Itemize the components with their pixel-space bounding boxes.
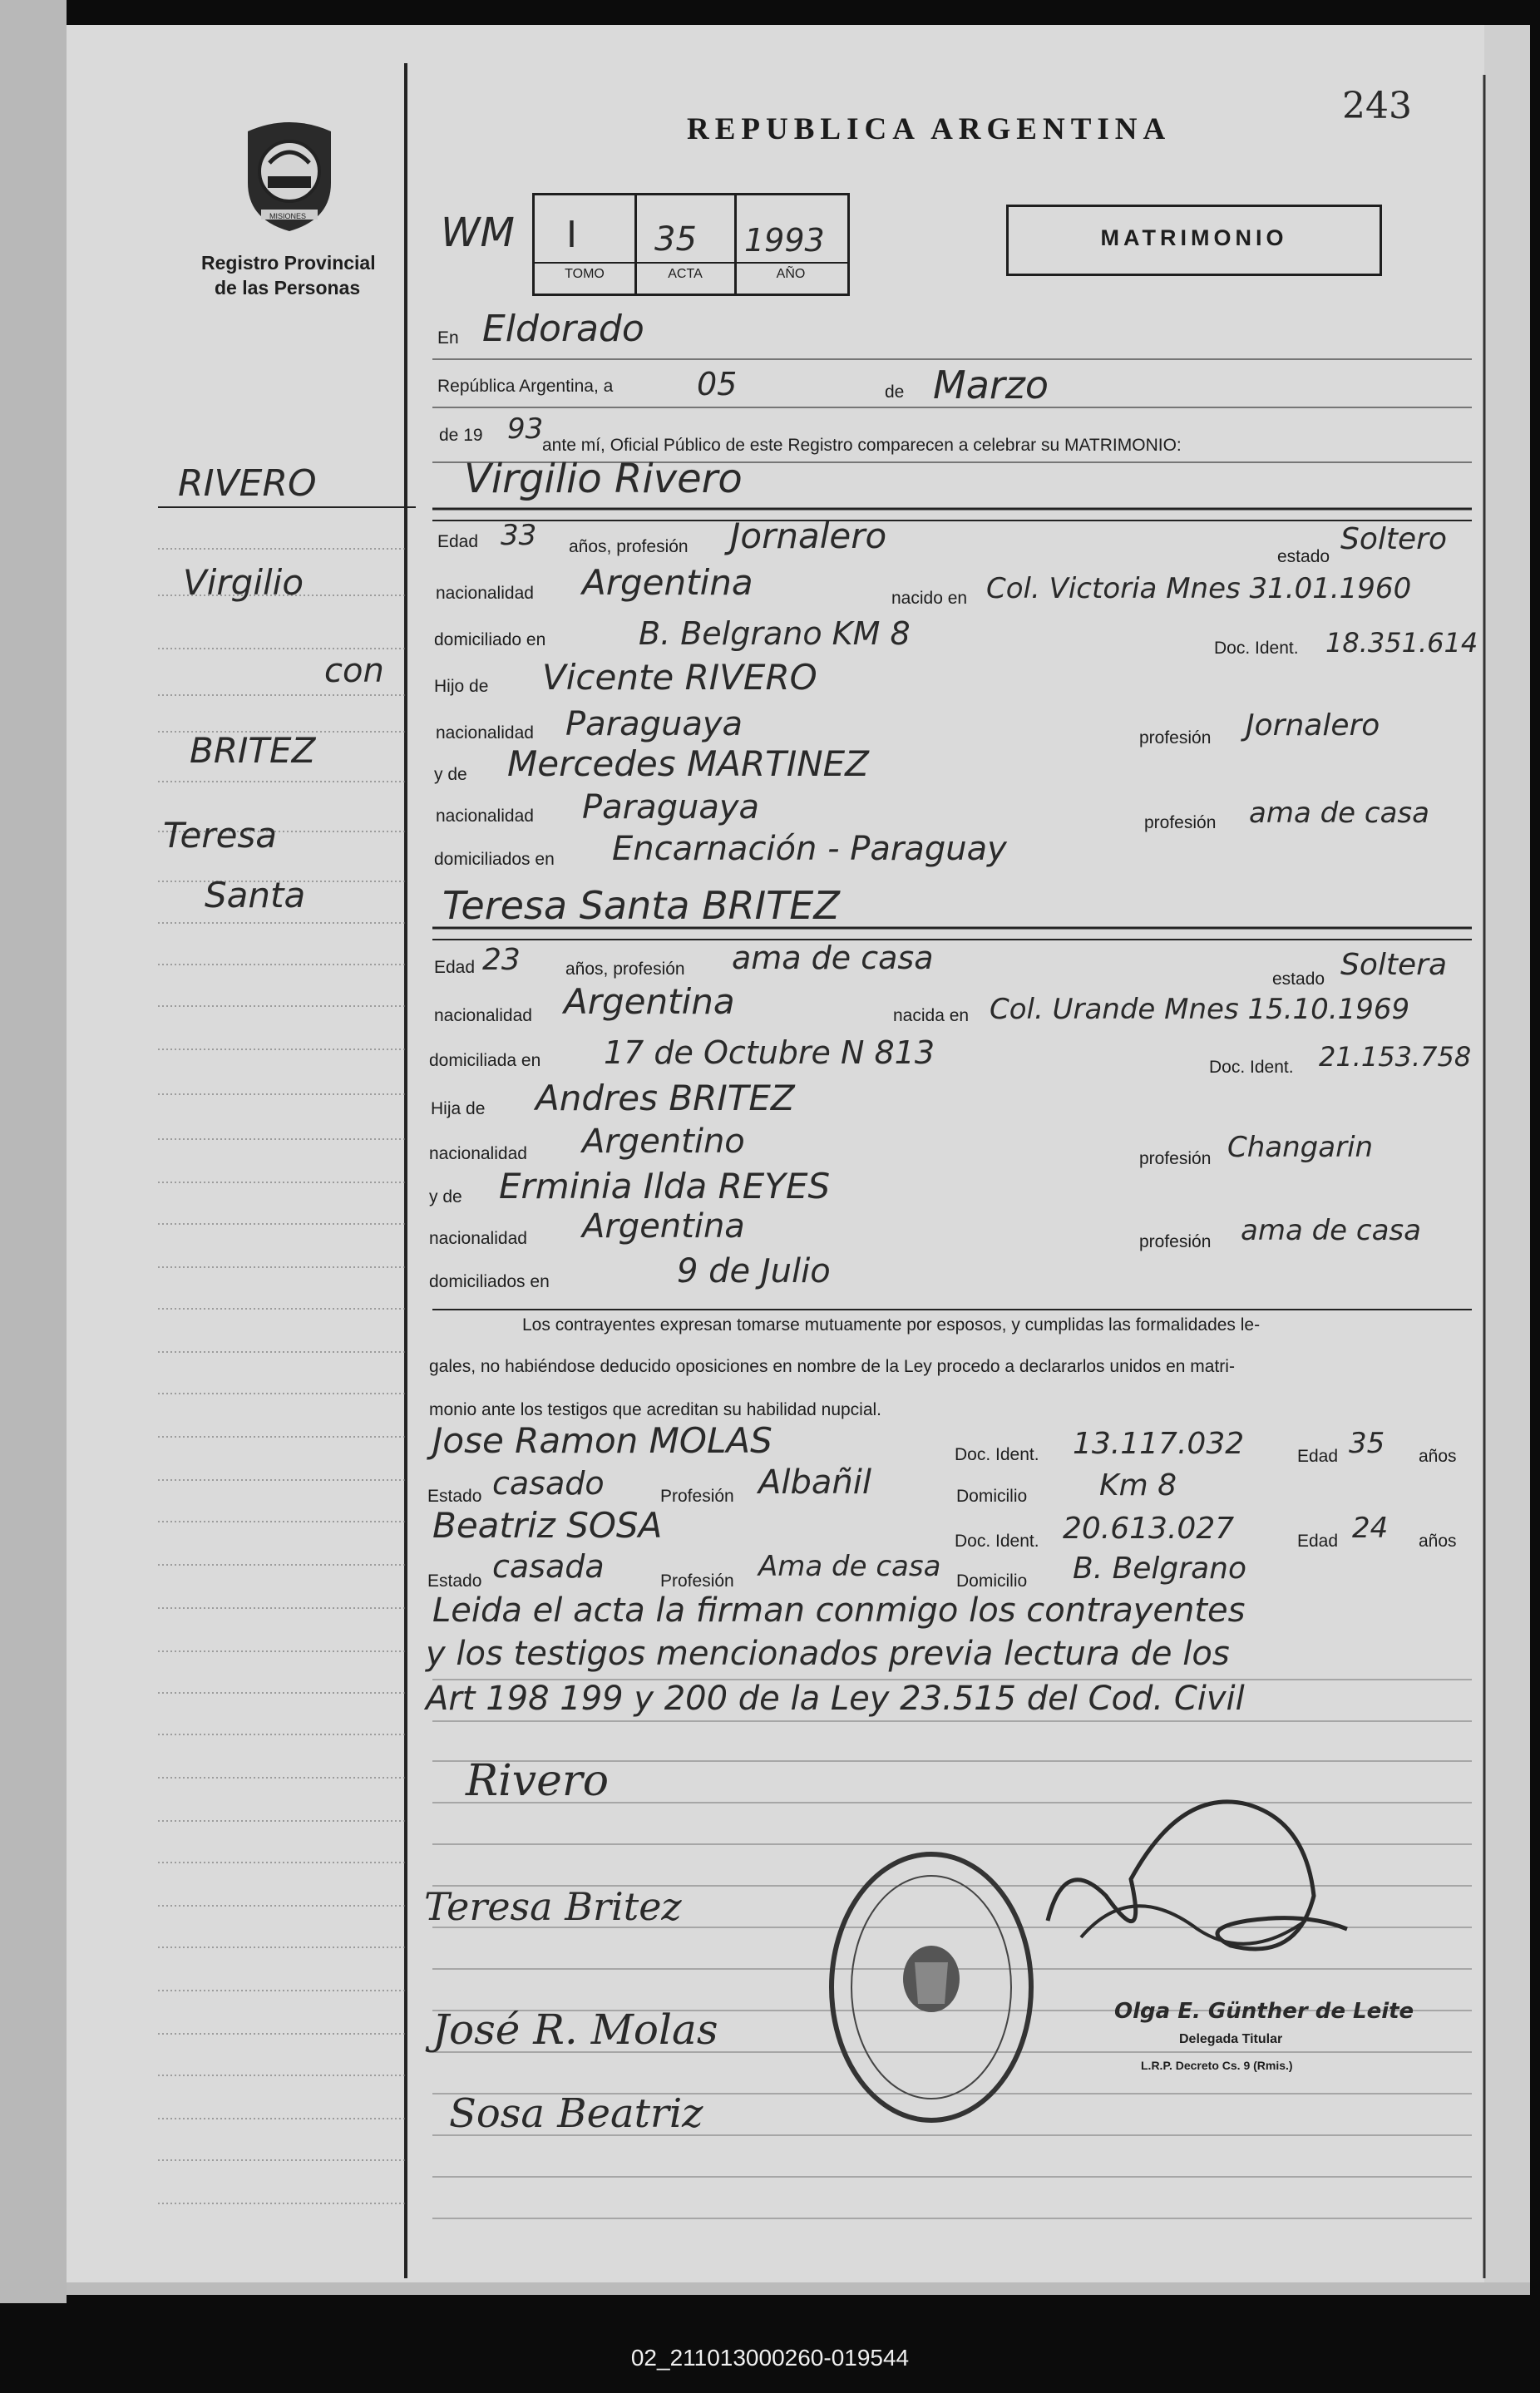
groom-nationality: Argentina	[582, 562, 753, 603]
folio-number: 243	[1342, 85, 1412, 127]
label-groom-parents-dom: domiciliados en	[434, 850, 555, 869]
margin-surname-bride: BRITEZ	[190, 730, 316, 771]
year: 93	[507, 412, 544, 446]
bride-father: Andres BRITEZ	[536, 1078, 795, 1118]
label-bride-nacionalidad: nacionalidad	[434, 1006, 532, 1025]
label-w1-doc: Doc. Ident.	[955, 1445, 1039, 1464]
note-line-2: y los testigos mencionados previa lectura de los	[426, 1635, 1230, 1673]
label-bride-mother-prof: profesión	[1139, 1232, 1212, 1251]
label-bride-y-de: y de	[429, 1187, 462, 1206]
label-bride-parents-dom: domiciliados en	[429, 1272, 550, 1291]
footer-code: 02_211013000260-019544	[630, 2345, 910, 2371]
bride-domicile: 17 de Octubre N 813	[604, 1034, 935, 1071]
label-w1-anos: años	[1419, 1447, 1457, 1466]
official-title: Delegada Titular	[1179, 2032, 1283, 2046]
witness2-domicile: B. Belgrano	[1073, 1552, 1246, 1586]
bride-doc: 21.153.758	[1319, 1041, 1472, 1073]
bride-father-nationality: Argentino	[582, 1122, 745, 1161]
statement-line-3: monio ante los testigos que acreditan su habilidad nupcial.	[429, 1400, 882, 1419]
label-bride-father-prof: profesión	[1139, 1149, 1212, 1168]
bride-mother-nationality: Argentina	[582, 1207, 745, 1246]
place: Eldorado	[482, 308, 644, 350]
bride-birthplace: Col. Urande Mnes 15.10.1969	[990, 993, 1410, 1026]
label-groom-edad: Edad	[437, 532, 479, 551]
witness1-estado: casado	[492, 1465, 605, 1502]
registry-name-line2: de las Personas	[215, 277, 361, 299]
month: Marzo	[933, 363, 1049, 407]
country-title: REPUBLICA ARGENTINA	[687, 112, 1172, 146]
groom-full-name: Virgilio Rivero	[464, 456, 743, 502]
witness2-profession: Ama de casa	[758, 1550, 941, 1583]
signature-bride: Teresa Britez	[424, 1884, 682, 1929]
margin-name-bride-2: Santa	[205, 875, 306, 915]
acta-label: ACTA	[668, 267, 703, 281]
tomo-value: I	[566, 214, 577, 256]
label-groom-estado: estado	[1277, 547, 1330, 566]
day: 05	[697, 366, 738, 402]
groom-mother-profession: ama de casa	[1249, 797, 1429, 830]
bride-age: 23	[482, 943, 521, 977]
witness1-age: 35	[1349, 1427, 1385, 1460]
bride-full-name: Teresa Santa BRITEZ	[442, 883, 840, 928]
statement-line-1: Los contrayentes expresan tomarse mutuamente por esposos, y cumplidas las formalidades le-	[522, 1315, 1261, 1335]
label-groom-anos-profesion: años, profesión	[569, 537, 689, 556]
signature-witness2: Sosa Beatriz	[449, 2090, 703, 2137]
coat-of-arms-icon	[236, 116, 343, 233]
label-de-month: de	[885, 382, 905, 402]
signature-groom: Rivero	[466, 1756, 610, 1806]
label-w2-doc: Doc. Ident.	[955, 1532, 1039, 1551]
label-groom-nacionalidad: nacionalidad	[436, 584, 534, 603]
signature-witness1: José R. Molas	[432, 2006, 718, 2054]
note-line-3: Art 198 199 y 200 de la Ley 23.515 del Cod. Civil	[426, 1680, 1245, 1718]
tomo-label: TOMO	[565, 267, 605, 281]
seal-text: MISIONES	[269, 212, 307, 220]
margin-name-groom: Virgilio	[183, 562, 304, 603]
label-w1-estado: Estado	[427, 1487, 482, 1506]
groom-father-nationality: Paraguaya	[565, 705, 743, 743]
label-w2-domicilio: Domicilio	[956, 1571, 1028, 1591]
groom-mother-nationality: Paraguaya	[582, 788, 760, 826]
label-w2-profesion: Profesión	[660, 1571, 734, 1591]
bride-estado: Soltera	[1340, 948, 1448, 982]
groom-age: 33	[501, 519, 537, 552]
label-ante-mi: ante mí, Oficial Público de este Registro comparecen a celebrar su MATRIMONIO:	[542, 436, 1182, 455]
label-w1-domicilio: Domicilio	[956, 1487, 1028, 1506]
groom-doc: 18.351.614	[1325, 627, 1478, 659]
groom-birthplace: Col. Victoria Mnes 31.01.1960	[986, 572, 1412, 605]
label-w1-edad: Edad	[1297, 1447, 1339, 1466]
groom-profession: Jornalero	[730, 516, 887, 556]
label-bride-anos-profesion: años, profesión	[565, 960, 685, 979]
label-w2-anos: años	[1419, 1532, 1457, 1551]
label-groom-father-prof: profesión	[1139, 728, 1212, 748]
margin-surname-groom: RIVERO	[178, 462, 317, 505]
bride-mother-profession: ama de casa	[1241, 1214, 1421, 1247]
anio-label: AÑO	[776, 267, 806, 281]
note-line-1: Leida el acta la firman conmigo los contrayentes	[432, 1591, 1246, 1630]
label-y-de: y de	[434, 765, 467, 784]
label-w2-edad: Edad	[1297, 1532, 1339, 1551]
label-en: En	[437, 328, 459, 348]
bride-father-profession: Changarin	[1227, 1131, 1374, 1164]
witness1-domicile: Km 8	[1099, 1468, 1177, 1502]
anio-value: 1993	[744, 222, 825, 259]
witness1-profession: Albañil	[758, 1463, 871, 1502]
label-hijo-de: Hijo de	[434, 677, 489, 696]
label-groom-domiciliado: domiciliado en	[434, 630, 546, 649]
groom-mother: Mercedes MARTINEZ	[507, 743, 869, 784]
label-w2-estado: Estado	[427, 1571, 482, 1591]
official-name: Olga E. Günther de Leite	[1114, 1999, 1414, 2024]
bride-mother: Erminia Ilda REYES	[499, 1166, 831, 1206]
label-bride-nacida-en: nacida en	[893, 1006, 970, 1025]
registry-name-line1: Registro Provincial	[201, 252, 376, 274]
witness2-doc: 20.613.027	[1063, 1512, 1235, 1546]
label-bride-estado: estado	[1272, 970, 1325, 989]
bride-parents-domicile: 9 de Julio	[677, 1252, 831, 1290]
label-bride-father-nac: nacionalidad	[429, 1144, 527, 1163]
witness2-age: 24	[1352, 1512, 1389, 1545]
witness1-doc: 13.117.032	[1073, 1427, 1245, 1461]
label-w1-profesion: Profesión	[660, 1487, 734, 1506]
label-groom-nacido-en: nacido en	[891, 589, 968, 608]
statement-line-2: gales, no habiéndose deducido oposiciones en nombre de la Ley procedo a declararlos unidos en matri-	[429, 1357, 1235, 1376]
label-bride-domiciliada: domiciliada en	[429, 1051, 541, 1070]
label-bride-edad: Edad	[434, 958, 476, 977]
label-groom-mother-prof: profesión	[1144, 813, 1217, 832]
bride-profession: ama de casa	[732, 940, 934, 976]
label-de-19: de 19	[439, 426, 483, 445]
act-type-label: MATRIMONIO	[1100, 225, 1288, 250]
witness1-name: Jose Ramon MOLAS	[432, 1420, 772, 1461]
margin-note: WM	[441, 210, 515, 256]
margin-con: con	[324, 652, 384, 690]
official-decree: L.R.P. Decreto Cs. 9 (Rmis.)	[1141, 2059, 1293, 2072]
label-bride-mother-nac: nacionalidad	[429, 1229, 527, 1248]
official-round-stamp	[823, 1846, 1039, 2129]
official-signature-scribble	[1031, 1754, 1380, 1987]
label-groom-doc: Doc. Ident.	[1214, 639, 1299, 658]
groom-father-profession: Jornalero	[1246, 708, 1380, 743]
margin-name-bride: Teresa	[163, 815, 278, 856]
witness2-estado: casada	[492, 1548, 605, 1585]
label-groom-mother-nac: nacionalidad	[436, 807, 534, 826]
label-bride-doc: Doc. Ident.	[1209, 1058, 1294, 1077]
label-groom-father-nac: nacionalidad	[436, 723, 534, 743]
bride-nationality: Argentina	[564, 981, 735, 1022]
groom-parents-domicile: Encarnación - Paraguay	[612, 830, 1007, 868]
label-republica: República Argentina, a	[437, 377, 614, 396]
groom-estado: Soltero	[1340, 522, 1447, 556]
act-type-box	[1006, 205, 1382, 276]
groom-domicile: B. Belgrano KM 8	[639, 615, 911, 652]
groom-father: Vicente RIVERO	[542, 657, 817, 698]
tomo-acta-box	[532, 193, 850, 296]
acta-value: 35	[654, 220, 697, 259]
label-hija-de: Hija de	[431, 1099, 486, 1118]
witness2-name: Beatriz SOSA	[432, 1505, 663, 1546]
